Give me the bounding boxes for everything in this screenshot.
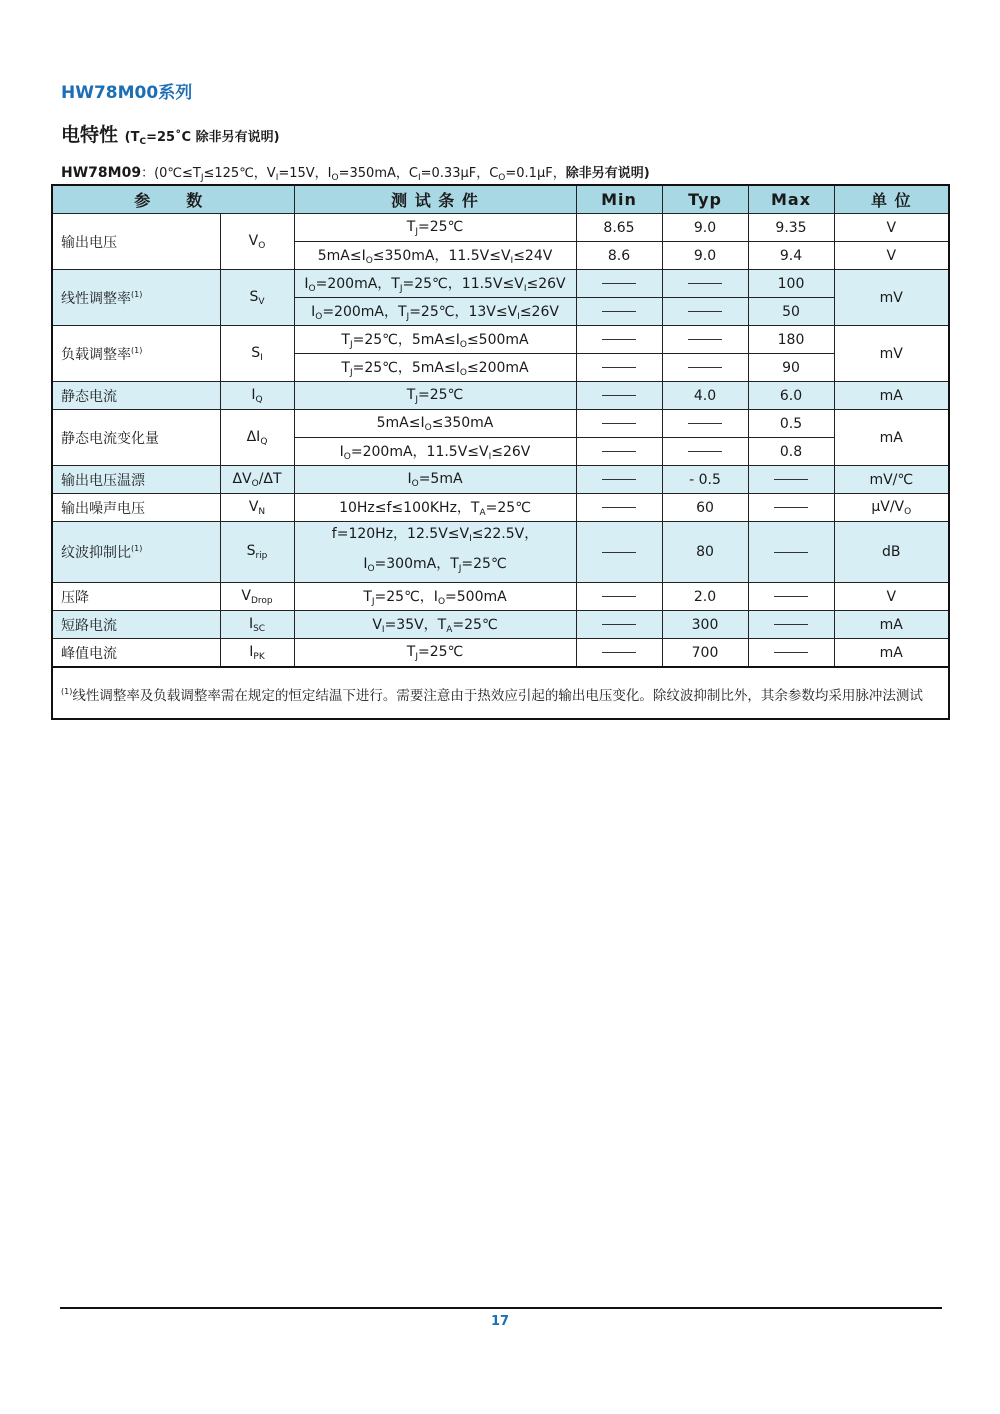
section-title	[61, 120, 280, 147]
test-condition-line: HW78M09：($0℃\le T_J\le 125℃$，$V_I=15V$，$I_O=350mA$，$C_I=0.33\mu F$，$C_O=0.1\mu F$，除非另有说明)	[61, 165, 650, 183]
header-param: 参 数	[52, 185, 294, 214]
param-symbol: $S_I$	[220, 326, 294, 382]
header-unit: 单 位	[834, 185, 949, 214]
max-value	[748, 611, 834, 639]
min-value: 8.6	[576, 242, 662, 270]
max-value: 50	[748, 298, 834, 326]
table-row	[52, 410, 949, 438]
table-row	[52, 611, 949, 639]
table-footnote-row	[52, 667, 949, 719]
typ-value: 9.0	[662, 242, 748, 270]
test-condition: $I_O=200mA$，$T_J=25℃$，$13V\le V_I\le 26V$	[294, 298, 576, 326]
param-symbol: $S_V$	[220, 270, 294, 326]
max-value	[748, 583, 834, 611]
unit: mA	[834, 639, 949, 668]
min-value	[576, 410, 662, 438]
param-symbol: $V_N$	[220, 494, 294, 522]
max-value	[748, 639, 834, 668]
min-value	[576, 522, 662, 583]
electrical-characteristics-table	[51, 184, 950, 720]
test-condition: $I_O=5mA$	[294, 466, 576, 494]
test-condition: f=120Hz，$12.5V\le V_I\le 22.5V$， $I_O=300mA$，$T_J=25℃$	[294, 522, 576, 583]
param-symbol: $\Delta I_Q$	[220, 410, 294, 466]
unit: V	[834, 242, 949, 270]
table-row	[52, 326, 949, 354]
max-value: 9.35	[748, 214, 834, 242]
page-number: 17	[490, 1314, 510, 1329]
param-symbol: $I_{PK}$	[220, 639, 294, 668]
unit: V	[834, 214, 949, 242]
test-condition: $I_O=200mA$，$11.5V\le V_I\le 26V$	[294, 438, 576, 466]
param-name: 输出电压	[52, 214, 220, 270]
param-name: 峰值电流	[52, 639, 220, 668]
table-row	[52, 214, 949, 242]
param-symbol: $I_Q$	[220, 382, 294, 410]
series-title: HW78M00系列	[61, 83, 193, 103]
test-condition: $5mA\le I_O\le 350mA$	[294, 410, 576, 438]
max-value: 9.4	[748, 242, 834, 270]
unit: mA	[834, 611, 949, 639]
max-value: 90	[748, 354, 834, 382]
table-row	[52, 270, 949, 298]
test-condition: $T_J=25℃$	[294, 639, 576, 668]
max-value	[748, 466, 834, 494]
unit: mV	[834, 270, 949, 326]
min-value	[576, 270, 662, 298]
header-max: Max	[748, 185, 834, 214]
test-condition: $I_O=200mA$，$T_J=25℃$，$11.5V\le V_I\le 26V$	[294, 270, 576, 298]
test-condition: $V_I=35V$，$T_A=25℃$	[294, 611, 576, 639]
unit: mV	[834, 326, 949, 382]
param-name: 纹波抑制比$^{(1)}$	[52, 522, 220, 583]
header-typ: Typ	[662, 185, 748, 214]
test-condition: $T_J=25℃$，$I_O=500mA$	[294, 583, 576, 611]
param-symbol: $I_{SC}$	[220, 611, 294, 639]
typ-value	[662, 326, 748, 354]
typ-value: 80	[662, 522, 748, 583]
header-condition: 测 试 条 件	[294, 185, 576, 214]
test-condition: $T_J=25℃$，$5mA\le I_O\le 500mA$	[294, 326, 576, 354]
min-value	[576, 298, 662, 326]
min-value	[576, 639, 662, 668]
param-name: 线性调整率$^{(1)}$	[52, 270, 220, 326]
min-value	[576, 583, 662, 611]
param-symbol: $V_{Drop}$	[220, 583, 294, 611]
min-value	[576, 354, 662, 382]
min-value: 8.65	[576, 214, 662, 242]
table-row	[52, 583, 949, 611]
param-name: 负载调整率$^{(1)}$	[52, 326, 220, 382]
max-value: 100	[748, 270, 834, 298]
unit: mA	[834, 382, 949, 410]
table-row	[52, 639, 949, 668]
header-min: Min	[576, 185, 662, 214]
param-name: 输出噪声电压	[52, 494, 220, 522]
typ-value	[662, 354, 748, 382]
param-symbol: $S_{rip}$	[220, 522, 294, 583]
typ-value	[662, 410, 748, 438]
test-condition: $T_J=25℃$，$5mA\le I_O\le 200mA$	[294, 354, 576, 382]
min-value	[576, 466, 662, 494]
max-value: 0.8	[748, 438, 834, 466]
param-name: 压降	[52, 583, 220, 611]
table-row	[52, 522, 949, 583]
table-row	[52, 466, 949, 494]
test-condition: $5mA\le I_O\le 350mA$，$11.5V\le V_I\le 24V$	[294, 242, 576, 270]
unit: $\mu V/V_O$	[834, 494, 949, 522]
unit: mV/℃	[834, 466, 949, 494]
typ-value: 300	[662, 611, 748, 639]
table-header	[52, 185, 949, 214]
param-symbol: $\Delta V_O/\Delta T$	[220, 466, 294, 494]
unit: dB	[834, 522, 949, 583]
param-name: 输出电压温漂	[52, 466, 220, 494]
min-value	[576, 611, 662, 639]
test-condition: $T_J=25℃$	[294, 382, 576, 410]
param-name: 静态电流	[52, 382, 220, 410]
unit: mA	[834, 410, 949, 466]
typ-value	[662, 298, 748, 326]
typ-value	[662, 438, 748, 466]
typ-value: 4.0	[662, 382, 748, 410]
param-name: 静态电流变化量	[52, 410, 220, 466]
test-condition: $T_J=25℃$	[294, 214, 576, 242]
section-condition: ($T_C=25˚C$ 除非另有说明)	[124, 130, 280, 147]
max-value: 6.0	[748, 382, 834, 410]
typ-value: - 0.5	[662, 466, 748, 494]
table-row	[52, 382, 949, 410]
typ-value: 60	[662, 494, 748, 522]
typ-value: 700	[662, 639, 748, 668]
min-value	[576, 382, 662, 410]
model-name: HW78M09	[61, 165, 142, 181]
param-name: 短路电流	[52, 611, 220, 639]
min-value	[576, 326, 662, 354]
max-value: 180	[748, 326, 834, 354]
max-value	[748, 494, 834, 522]
min-value	[576, 494, 662, 522]
max-value: 0.5	[748, 410, 834, 438]
test-condition: 10Hz≤f≤100KHz，$T_A=25℃$	[294, 494, 576, 522]
typ-value	[662, 270, 748, 298]
typ-value: 9.0	[662, 214, 748, 242]
table-row	[52, 494, 949, 522]
min-value	[576, 438, 662, 466]
section-title-text: 电特性	[61, 124, 119, 146]
footer-divider	[60, 1307, 942, 1309]
typ-value: 2.0	[662, 583, 748, 611]
max-value	[748, 522, 834, 583]
unit: V	[834, 583, 949, 611]
param-symbol: $V_O$	[220, 214, 294, 270]
footnote: $^{(1)}$线性调整率及负载调整率需在规定的恒定结温下进行。需要注意由于热效应引起的输出电压变化。除纹波抑制比外，其余参数均采用脉冲法测试	[52, 667, 949, 719]
